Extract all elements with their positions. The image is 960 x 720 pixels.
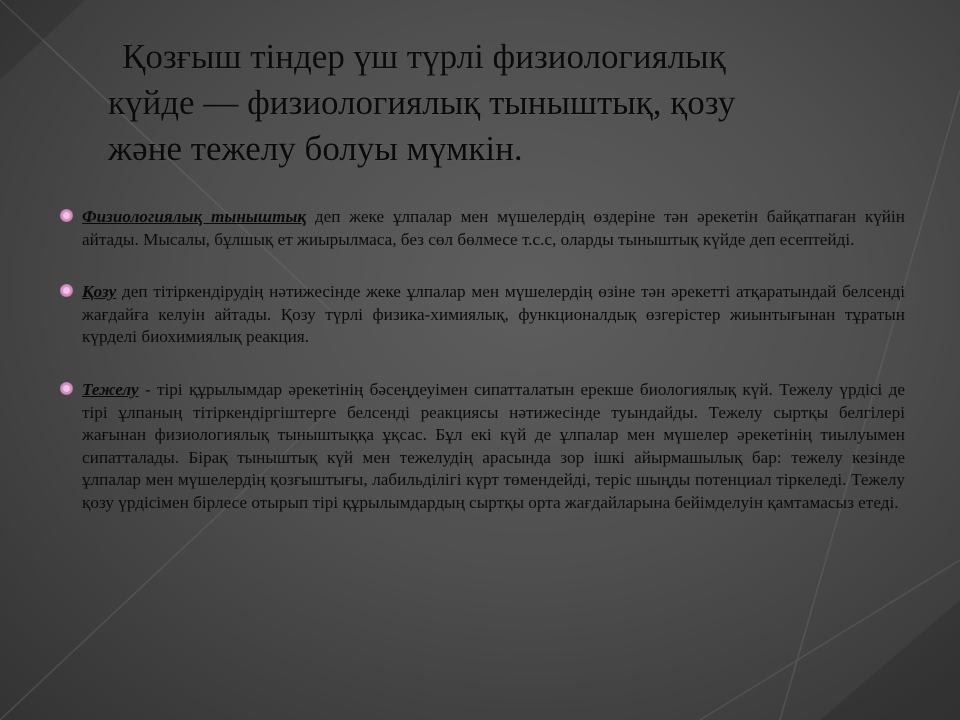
bullet-circle-icon: [60, 382, 73, 395]
bullet-term: Қозу: [82, 282, 117, 302]
bullet-item: [60, 379, 905, 515]
bullet-definition: - тірі құрылымдар әрекетінің бәсеңдеуімен сипатталатын ерекше биологиялық күй. Тежелу үрдісі де тірі ұлпаның тітіркендіргіштерге белсенді реакциясы нәтижесінде туындайды. Тежелу сыртқы белгілері жағынан физиологиялық тыныштыққа ұқсас. Бұл екі күй де ұлпалар мен мүшелер әрекетінің тиылуымен сипатталады. Бірақ тыныштық күй мен тежелудің арасында зор ішкі айырмашылық бар: тежелу кезінде ұлпалар мен мүшелердің қозғыштығы, лабильділігі күрт төмендейді, теріс шыңды потенциал тіркеледі. Тежелу қозу үрдісімен бірлесе отырып тірі құрылымдардың сыртқы орта жағдайларына бейімделуін қамтамасыз етеді.: [82, 379, 905, 512]
bullet-term: Физиологиялық тыныштық: [82, 207, 307, 226]
bullet-list: [60, 206, 905, 545]
slide-title: [108, 34, 908, 172]
bullet-item: [60, 281, 905, 349]
bullet-circle-icon: [60, 209, 73, 222]
bullet-item: [60, 206, 905, 251]
bullet-definition: деп жеке ұлпалар мен мүшелердің өздеріне тән әрекетін байқатпаған күйін айтады. Мысалы, бұлшық ет жиырылмаса, без сөл бөлмесе т.с.с, оларды тыныштық күйде деп есептейді.: [82, 207, 905, 249]
bullet-text: [82, 281, 905, 349]
title-line-1: Қозғыш тіндер үш түрлі физиологиялық: [122, 37, 726, 76]
bullet-text: [82, 379, 905, 515]
title-line-3: және тежелу болуы мүмкін.: [108, 129, 523, 168]
bullet-text: [82, 206, 905, 251]
title-line-2: күйде — физиологиялық тыныштық, қозу: [108, 83, 736, 122]
bullet-term: Тежелу: [82, 379, 139, 399]
bullet-circle-icon: [60, 284, 73, 297]
bullet-definition: деп тітіркендірудің нәтижесінде жеке ұлпалар мен мүшелердің өзіне тән әрекетті атқаратындай белсенді жағдайға келуін айтады. Қозу түрлі физика-химиялық, функционалдық өзгерістер жиынтығынан тұратын күрделі биохимиялық реакция.: [82, 282, 905, 347]
